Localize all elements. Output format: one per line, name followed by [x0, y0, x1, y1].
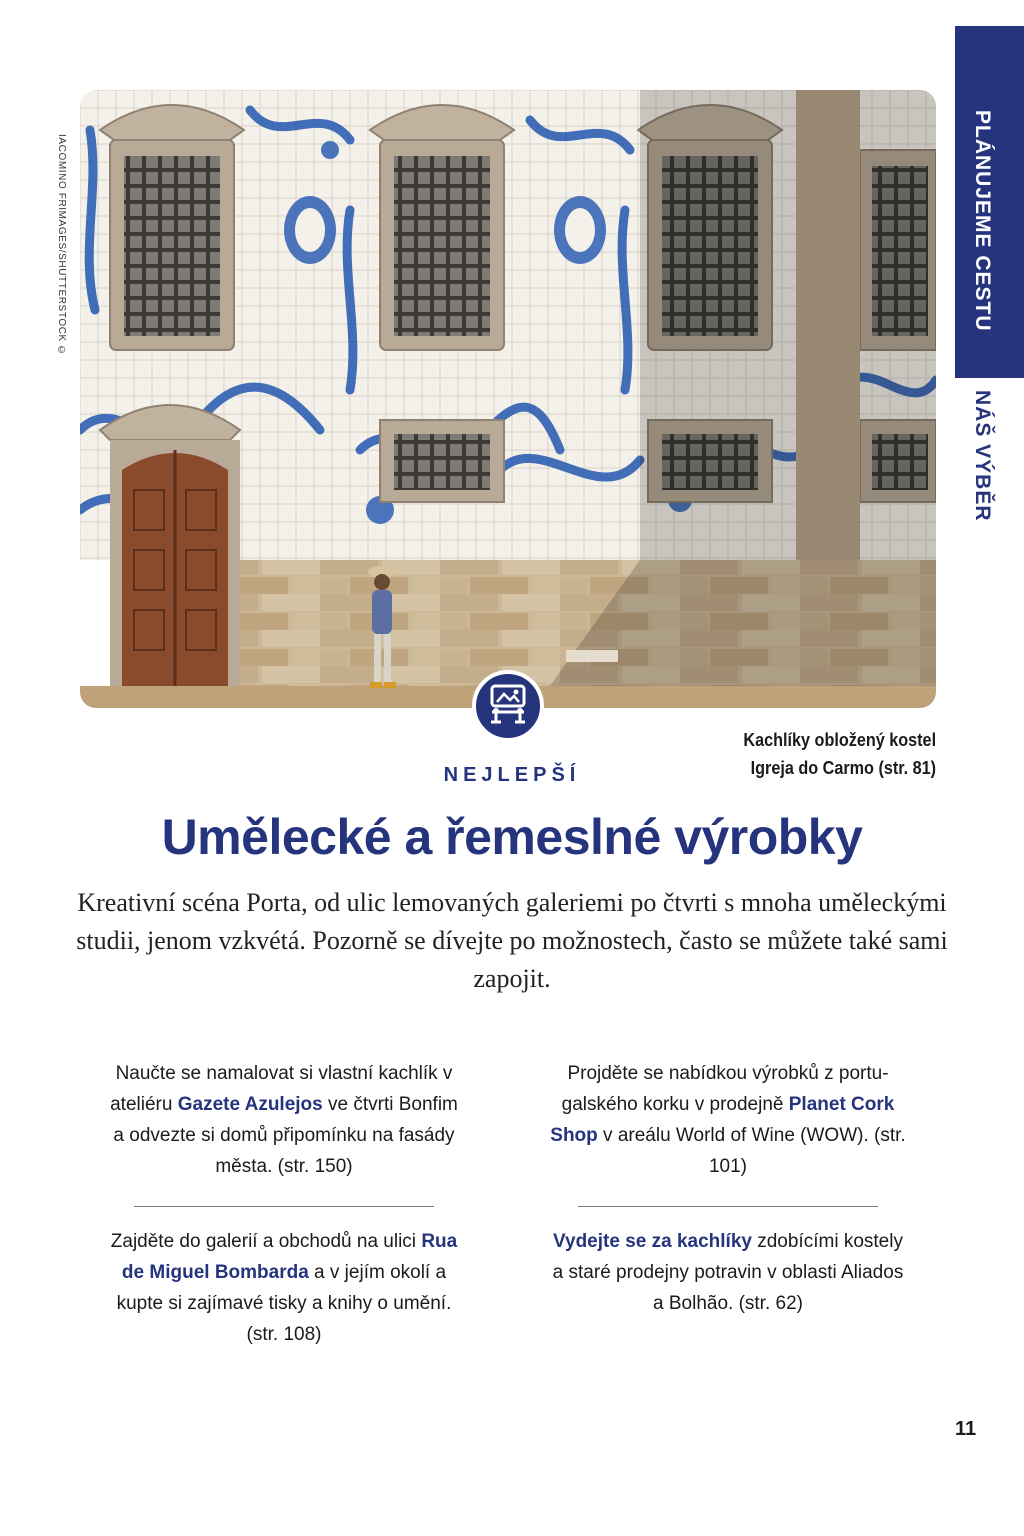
- caption-line-2: Igreja do Carmo (str. 81): [750, 758, 936, 778]
- caption-line-1: Kachlíky obložený kostel: [743, 730, 936, 750]
- tip-paragraph: [104, 1226, 464, 1350]
- photo-credit: IACOMINO FRIMAGES/SHUTTERSTOCK ©: [56, 134, 67, 357]
- tip-text: a v jejím okolí a kupte si zajímavé tisky a knihy o umění. (str. 108): [116, 1262, 452, 1345]
- tip-text: Naučte se namalovat si vlastní kachlík v ateliéru: [110, 1063, 453, 1115]
- page-number: 11: [955, 1418, 977, 1440]
- tip-highlight: Vydejte se za kachlíky: [553, 1231, 752, 1252]
- church-photo: [80, 90, 936, 708]
- tip-paragraph: [548, 1226, 908, 1319]
- tip-text: Projděte se nabídkou výrobků z portugalského korku v prodejně: [561, 1063, 889, 1115]
- sidebar-section-label: PLÁNUJEME CESTU: [971, 110, 994, 332]
- section-kicker: NEJLEPŠÍ: [443, 764, 581, 786]
- arts-category-badge: [472, 670, 544, 742]
- gallery-icon: [486, 682, 530, 731]
- page-title: Umělecké a řemeslné výrobky: [161, 809, 863, 865]
- tip-text: Zajděte do galerií a obchodů na ulici: [110, 1231, 422, 1252]
- sidebar-subsection-label: NÁŠ VÝBĚR: [971, 390, 994, 522]
- divider: [134, 1206, 434, 1207]
- tip-highlight: Rua de Miguel Bombarda: [121, 1231, 458, 1283]
- tip-text: zdobícími kostely a staré prodejny potravin v oblasti Aliados a Bolhão. (str. 62): [552, 1231, 904, 1314]
- tip-highlight: Planet Cork Shop: [550, 1094, 895, 1146]
- tip-text: v areálu World of Wine (WOW). (str. 101): [597, 1125, 906, 1177]
- tip-highlight: Gazete Azulejos: [177, 1094, 323, 1115]
- tip-paragraph: [104, 1058, 464, 1182]
- tip-text: ve čtvrti Bonfim a odvezte si domů připomínku na fasády města. (str. 150): [113, 1094, 458, 1177]
- intro-paragraph: Kreativní scéna Porta, od ulic lemovaných galeriemi po čtvrti s mnoha uměleckými studii, jenom vzkvétá. Pozorně se dívejte po možnostech, často se můžete také sami zapojit.: [76, 888, 948, 993]
- tip-paragraph: [548, 1058, 908, 1182]
- divider: [578, 1206, 878, 1207]
